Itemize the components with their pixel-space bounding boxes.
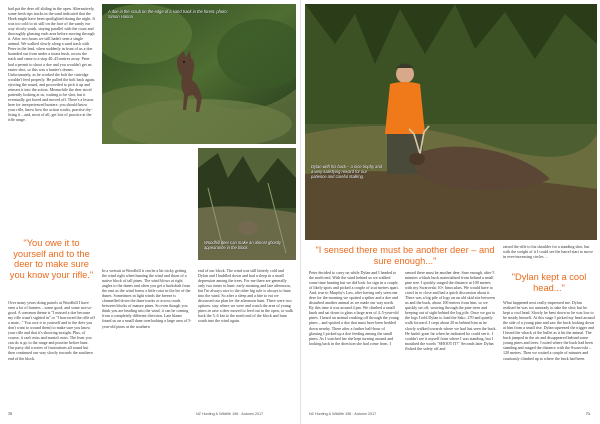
right-page: [300, 0, 600, 424]
hunter-buck-photo-caption: Dylan with his buck – a nice trophy and a very satisfying reward for our patience and careful stalking.: [311, 164, 382, 179]
doe-photo: [102, 4, 296, 144]
left-col1-bottom-text: Over many years doing patrols at Woodhill I have seen a lot of hunters – some good, and some not-so-good. A common theme is "I missed a doe because my rifle wasn't sighted in" or "I borrowed the rifle off a mate..." You owe it to yourself and to the deer you don't want to wound them) to make sure you know your rifle and that it's shooting straight. Plus, of course, it can't miss and mustn't miss. The least you can do is go to the range and practise before hunt. Our party did a series of frustrations all round but then continued our way slowly towards the southern end of the block.: [8, 300, 95, 361]
hunter-buck-photo-image: [305, 4, 597, 240]
right-col3-bottom-text: What happened next really impressed me. Dylan realised he was too unsteady to take the shot; but he kept a cool head. Slowly he bent down so he was low to be steady himself. At this stage I picked my head around the side of a young pine and saw the buck looking down at him from a small rise. Dylan squeezed the trigger and I heard the whack of the bullet as it hit the animal. The buck jumped in the air and disappeared behind some young pines and trees. I noted where the buck had been standing and ranged the distance with the Swarovski – 120 metres. Then we waited a couple of minutes and cautiously climbed up to where the buck had been.: [503, 300, 595, 361]
left-page-number: 70: [8, 412, 13, 416]
doe-photo-caption: A doe in the scrub on the edge of a sand track in the forest. photo: Simon Hanna: [108, 9, 228, 19]
right-page-number: 71: [585, 412, 590, 416]
right-col1-text: Peter decided to carry on while Dylan and I headed to the north end. With the wind behind us we walked some time hunting but we did look for sign in a couple of likely spots and picked a couple of scat metres apart. And, true to Murphy's Law, after having only seen one deer for the morning we spotted a spiker and a doe and disturbed another animal as we made our way north. By this time it was around 4 pm. We climbed a small knob and sat down to glass a large area of 4–5-year-old pines. I heard an animal crashing off through the young pines – and spotted a doe that must have been bedded down nearby. There after a further half-hour of glassing I picked up a doe feeding among the small pines. As I watched her she kept turning around and looking back in the direction she had come from. I: [309, 270, 399, 346]
left-col2-top-text: [102, 150, 192, 230]
left-folio-text: NZ Hunting & Wildlife 198 · Autumn 2017: [196, 412, 264, 416]
right-pull-quote-1: "I sensed there must be another deer – and sure enough...": [315, 245, 495, 266]
right-col3-top-text: raised the rifle to his shoulder for a standing shot, but with the weight of it I could see the barrel start to move in ever-increasing circles ...: [503, 244, 593, 260]
right-folio: [586, 412, 592, 416]
left-col2-bottom-text: In a wetsuit at Woodhill it can be a bit tricky getting the wind right when hunting the wind and those of a native block of tall pines. The wind blows at right angles to the dunes and often you get a backdraft from the east as the wind forms a little rotor in the lee of the dunes. Sometimes in light winds the breeze is channelled down the dune tracks or across roads between blocks of mature pines. So even though you think you are heading into the wind, it can be coming from a completely different direction. Late blame found us on a small dune overlooking a large area of 5-year-old pines at the southern: [102, 268, 192, 329]
right-pull-quote-2: "Dylan kept a cool head...": [511, 272, 587, 293]
doe-photo-image: [102, 4, 296, 144]
ghost-deer-photo-caption: Woodhill deer can make an almost ghostly appearance in the block.: [204, 240, 281, 250]
right-folio-text: NZ Hunting & Wildlife 198 · Autumn 2017: [309, 412, 377, 416]
left-pull-quote: "You owe it to yourself and to the deer to make sure you know your rifle.": [9, 238, 94, 280]
left-folio: [8, 412, 14, 416]
ghost-deer-photo: [198, 148, 296, 260]
right-col2-text: sensed there must be another deer. Sure enough, after 5 minutes a black buck materialised from behind a small pine tree. I quickly ranged the distance at 100 metres with my Swarovski 10× binoculars. We would have to crawl in to close and had a quick discussion about it. There was a big pile of logs on an old skid site between us and the buck, about 100 metres from him, so we quickly set off, weaving through the pine trees and keeping out of sight behind the log pile. Once we got to the logs I told Dylan to load the Sako .270 and quietly walk forward. I crept about 20 m behind him as he slowly walked towards where we had last seen the buck. He hadn't gone far when he indicated he could see it. I couldn't see it myself from where I was standing, but I mouthed the words "SHOOT IT!" Seconds later Dylan flicked the safety off and: [405, 270, 497, 351]
left-col3-bottom-text: end of our block. The wind was still bitterly cold and Dylan and I huddled down and had a sleep in a small depression among the trees. For me there are generally only two times to hunt: early morning and late afternoon, but I'm always nice to the other big rule is always to hunt into the wind. So after a sleep and a bite to eat we discussed our plan for the afternoon hunt. There were two options: stay where we were and watch the area of young pines in case a deer moved to feed out in the open, or walk back the 5–6 km to the north end of the block and hunt south into the wind again.: [198, 268, 294, 324]
left-col1-top-text: bad pot the deer off sliding in the open. Alternatively, some fresh rips tracks in the sand indicated that the Hoek might have been spotlighted during the night. It was too cold to sit still on the face of the sandy ear way slowly south, staying parallel with the coast and thoroughly glassing each area before moving through it. After two hours we still hadn't seen a single animal. We walked slowly along a sand track with Peter in the lead, when suddenly in front of us a doe bounded out from under a totara bush, across the track and came to a stop 40–45 metres away. Peter had a permit to shoot a doe and you wouldn't get an easier shot, so this was a hunter's dream. Unfortunately, as he worked the bolt the cartridge wouldn't feed properly. He pulled the bolt back again, ejecting the round, and proceeded to pick it up and reinsert it into the action. Meanwhile the deer stood patiently looking at us, waiting to be shot, but it eventually got bored and moved off. There's a lesson here for inexperienced hunters: you should know your rifle, know how the action works, practise dry-firing it – and, most of all, get lots of practice at the rifle range.: [8, 6, 95, 123]
hunter-buck-photo: [305, 4, 597, 240]
